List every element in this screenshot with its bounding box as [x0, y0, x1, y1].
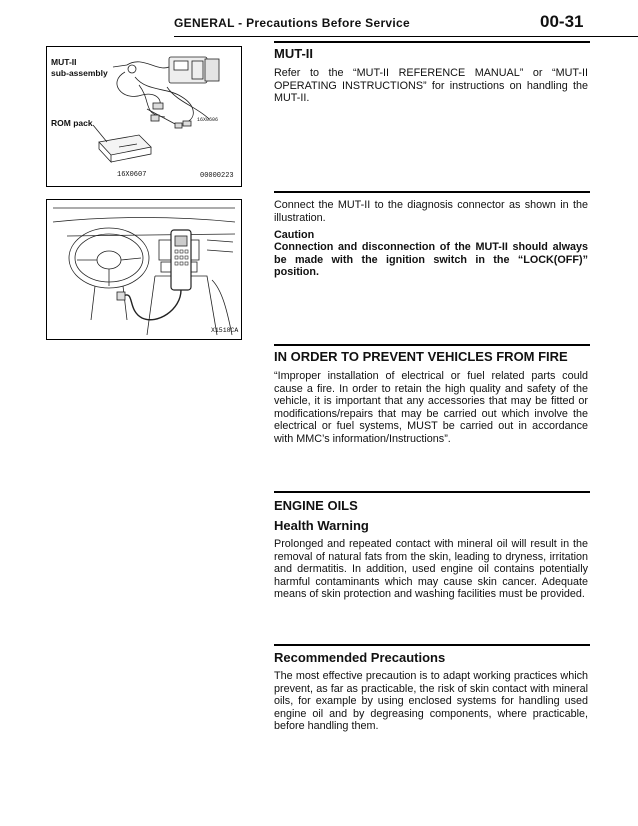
code-16x0607: 16X0607 — [117, 171, 147, 179]
code-00000223: 00000223 — [200, 172, 234, 180]
header-title: GENERAL - Precautions Before Service — [174, 16, 410, 30]
caution-title: Caution — [274, 229, 315, 241]
code-x1518ca: X1518CA — [211, 327, 239, 334]
rule-oils — [274, 491, 590, 493]
figure-diagnosis-connection — [46, 199, 242, 340]
label-rom-pack: ROM pack — [51, 118, 93, 128]
subheading-health-warning: Health Warning — [274, 518, 369, 533]
heading-fire: IN ORDER TO PREVENT VEHICLES FROM FIRE — [274, 349, 568, 364]
label-mut-subassembly: MUT-II sub-assembly — [51, 57, 108, 78]
page-number: 00-31 — [540, 12, 584, 31]
caution-body: Connection and disconnection of the MUT-II should always be made with the ignition switch in the “LOCK(OFF)” position. — [274, 241, 588, 279]
rule-connect — [274, 191, 590, 193]
rule-precautions — [274, 644, 590, 646]
text-recommended-precautions: The most effective precaution is to adapt working practices which prevent, as far as practicable, the risk of skin contact with mineral oils, for example by using enclosed systems for handling used engine oil and by degreasing components, where practicable, before handling them. — [274, 670, 588, 733]
heading-engine-oils: ENGINE OILS — [274, 498, 358, 513]
text-fire: “Improper installation of electrical or fuel related parts could cause a fire. In order to retain the high quality and safety of the vehicle, it is important that any accessories that may be fitted or modifications/repairs that may be carried out which involve the electrical or fuel systems, MUST be carried out in accordance with MMC’s information/Instructions”. — [274, 370, 588, 445]
dashboard-illustration — [47, 200, 241, 339]
heading-recommended-precautions: Recommended Precautions — [274, 650, 446, 665]
code-16x0606: 16X0606 — [197, 117, 219, 123]
page-header — [0, 10, 638, 36]
text-mut: Refer to the “MUT-II REFERENCE MANUAL” or “MUT-II OPERATING INSTRUCTIONS” for instructions on handling the MUT-II. — [274, 67, 588, 105]
heading-mut: MUT-II — [274, 46, 313, 61]
figure-mut-assembly — [46, 46, 242, 187]
rule-fire — [274, 344, 590, 346]
text-health-warning: Prolonged and repeated contact with mineral oil will result in the removal of natural fats from the skin, leading to dryness, irritation and dermatitis. In addition, used engine oil contains potentially harmful contaminants which may cause skin cancer. Adequate means of skin protection and washing facilities must be provided. — [274, 538, 588, 601]
text-connect: Connect the MUT-II to the diagnosis connector as shown in the illustration. — [274, 199, 588, 224]
header-rule — [174, 36, 638, 37]
rule-mut — [274, 41, 590, 43]
